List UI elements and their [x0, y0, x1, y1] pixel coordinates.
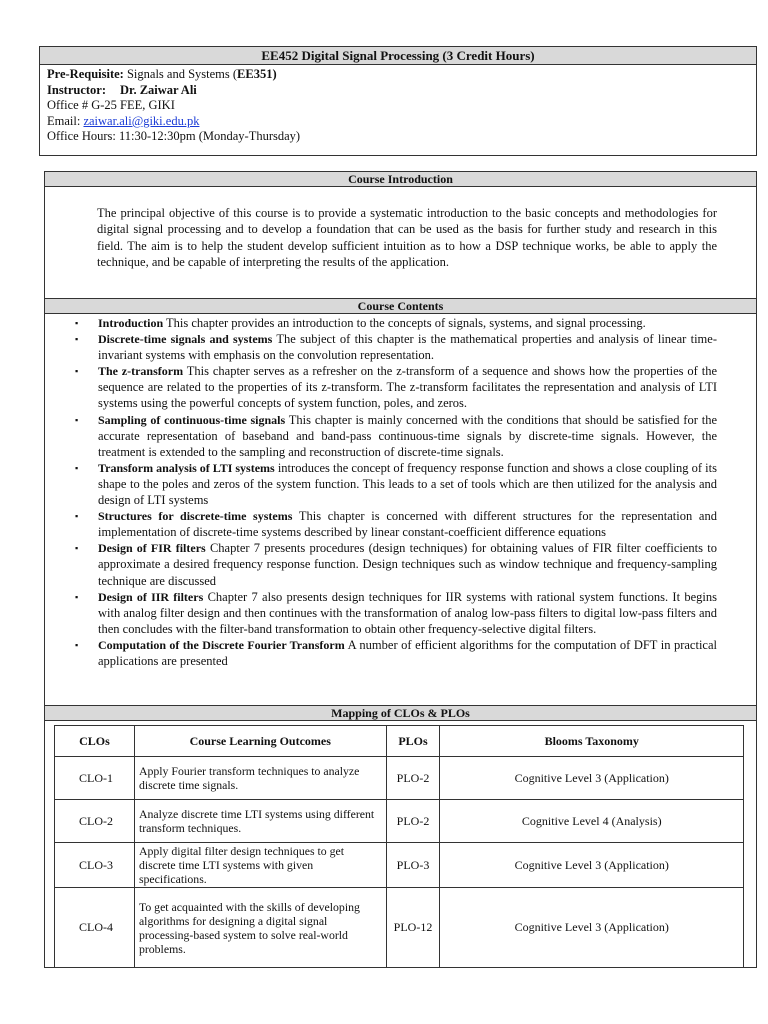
- content-item-text: introduces the concept of frequency response function and shows a close coupling of its shape to the poles and zeros of the system function. This leads to a set of tools which are then utilized for the analysis and design of LTI systems: [98, 460, 717, 508]
- prerequisite-text: Signals and Systems (: [123, 67, 238, 81]
- content-item-title: Sampling of continuous-time signals: [98, 412, 286, 427]
- column-header-plos: PLOs: [386, 726, 440, 757]
- content-item-text: This chapter serves as a refresher on the z-transform of a sequence and shows how the properties of the sequence are related to the properties of its z-transform. The z-transform facilitates the representation and analysis of LTI systems using the powerful concepts of system function, poles, and zeros.: [98, 364, 717, 411]
- content-item-text: Chapter 7 presents procedures (design techniques) for obtaining values of FIR filter coefficients to approximate a desired frequency response function. Design techniques such as window technique and frequency-sampling technique are discussed: [98, 541, 717, 588]
- course-introduction-heading: Course Introduction: [45, 172, 756, 187]
- plo-cell: PLO-3: [386, 843, 440, 888]
- table-header-row: [55, 726, 744, 757]
- plo-cell: PLO-2: [386, 800, 440, 843]
- blooms-cell: Cognitive Level 4 (Analysis): [440, 800, 744, 843]
- clo-cell: CLO-2: [55, 800, 135, 843]
- course-header-box: [39, 46, 757, 156]
- prerequisite-code: EE351: [237, 67, 273, 81]
- prerequisite-label: Pre-Requisite:: [47, 67, 124, 81]
- bullet-icon: ▪: [75, 543, 79, 554]
- list-item: [75, 540, 717, 588]
- course-details-box: [44, 171, 757, 968]
- column-header-blooms: Blooms Taxonomy: [440, 726, 744, 757]
- blooms-cell: Cognitive Level 3 (Application): [440, 888, 744, 968]
- course-info: [40, 65, 756, 145]
- email-label: Email:: [47, 113, 84, 128]
- clo-cell: CLO-3: [55, 843, 135, 888]
- prerequisite-close: ): [272, 67, 277, 81]
- table-row: [55, 757, 744, 800]
- course-introduction-text: The principal objective of this course is to provide a systematic introduction to the basic concepts and methodologies for digital signal processing and to develop a foundation that can be used as the basis for further study and research in this field. The aim is to help the student develop sufficient intuition as to how a DSP technique works, be able to apply the technique, and be capable of interpreting the results of the application.: [97, 206, 717, 269]
- table-row: [55, 800, 744, 843]
- table-row: [55, 843, 744, 888]
- content-item-title: Transform analysis of LTI systems: [98, 460, 275, 475]
- content-item-title: The z-transform: [98, 364, 184, 379]
- column-header-clos: CLOs: [55, 726, 135, 757]
- course-contents-list: [75, 315, 717, 669]
- list-item: [75, 363, 717, 411]
- content-item-title: Design of FIR filters: [98, 541, 206, 556]
- instructor-name: Dr. Zaiwar Ali: [120, 82, 197, 97]
- blooms-cell: Cognitive Level 3 (Application): [440, 843, 744, 888]
- office-line: Office # G-25 FEE, GIKI: [47, 98, 175, 113]
- table-row: [55, 888, 744, 968]
- content-item-title: Structures for discrete-time systems: [98, 509, 293, 524]
- outcome-cell: Apply digital filter design techniques to get discrete time LTI systems with given specifications.: [134, 843, 386, 888]
- bullet-icon: ▪: [75, 511, 79, 522]
- content-item-text: Chapter 7 also presents design techniques for IIR systems with rational system functions. It begins with analog filter design and then continues with the transformation of analog low-pass filters to digital low-pass filters and then concludes with the filter-band transformation to obtain other frequency-selective digital filters.: [98, 589, 718, 636]
- email-line: [47, 114, 756, 130]
- bullet-icon: ▪: [75, 334, 79, 345]
- bullet-icon: ▪: [75, 366, 79, 377]
- content-item-title: Design of IIR filters: [98, 589, 204, 604]
- instructor-label: Instructor:: [47, 82, 107, 97]
- clo-cell: CLO-4: [55, 888, 135, 968]
- bullet-icon: ▪: [75, 462, 79, 473]
- list-item: [75, 637, 717, 669]
- clo-plo-table: [54, 725, 744, 968]
- column-header-outcomes: Course Learning Outcomes: [134, 726, 386, 757]
- content-item-text: This chapter provides an introduction to the concepts of signals, systems, and signal processing.: [163, 316, 646, 330]
- content-item-text: This chapter is concerned with different structures for the representation and implementation of discrete-time systems described by linear constant-coefficient difference equations: [98, 509, 717, 540]
- plo-cell: PLO-2: [386, 757, 440, 800]
- bullet-icon: ▪: [75, 318, 79, 328]
- content-item-title: Computation of the Discrete Fourier Transform: [98, 637, 345, 652]
- course-title: EE452 Digital Signal Processing (3 Credit Hours): [40, 47, 756, 65]
- list-item: [75, 460, 717, 508]
- office-hours-line: Office Hours: 11:30-12:30pm (Monday-Thursday): [47, 129, 301, 144]
- bullet-icon: ▪: [75, 591, 79, 602]
- outcome-cell: Analyze discrete time LTI systems using different transform techniques.: [134, 800, 386, 843]
- content-item-title: Introduction: [98, 316, 164, 330]
- list-item: [75, 412, 717, 460]
- plo-cell: PLO-12: [386, 888, 440, 968]
- content-item-text: The subject of this chapter is the mathematical properties and analysis of linear time-invariant systems with emphasis on the convolution representation.: [98, 332, 717, 363]
- content-item-text: This chapter is mainly concerned with the conditions that should be satisfied for the accurate representation of baseband and band-pass continuous-time signals by discrete-time signals. However, the treatment is extended to the sampling and reconstruction of discrete-time signals.: [98, 412, 717, 459]
- instructor-line: [47, 83, 756, 99]
- clo-cell: CLO-1: [55, 757, 135, 800]
- list-item: [75, 508, 717, 540]
- list-item: [75, 589, 717, 637]
- outcome-cell: To get acquainted with the skills of developing algorithms for designing a digital signal processing-based system to solve real-world problems.: [134, 888, 386, 968]
- bullet-icon: ▪: [75, 639, 79, 650]
- outcome-cell: Apply Fourier transform techniques to analyze discrete time signals.: [134, 757, 386, 800]
- bullet-icon: ▪: [75, 414, 79, 425]
- list-item: [75, 331, 717, 363]
- email-link[interactable]: zaiwar.ali@giki.edu.pk: [83, 113, 200, 128]
- prerequisite-line: [47, 67, 756, 83]
- clo-plo-mapping-heading: Mapping of CLOs & PLOs: [45, 705, 756, 721]
- list-item: [75, 315, 717, 331]
- content-item-text: A number of efficient algorithms for the computation of DFT in practical applications are presented: [98, 637, 717, 668]
- blooms-cell: Cognitive Level 3 (Application): [440, 757, 744, 800]
- content-item-title: Discrete-time signals and systems: [98, 332, 273, 347]
- course-contents-heading: Course Contents: [45, 298, 756, 314]
